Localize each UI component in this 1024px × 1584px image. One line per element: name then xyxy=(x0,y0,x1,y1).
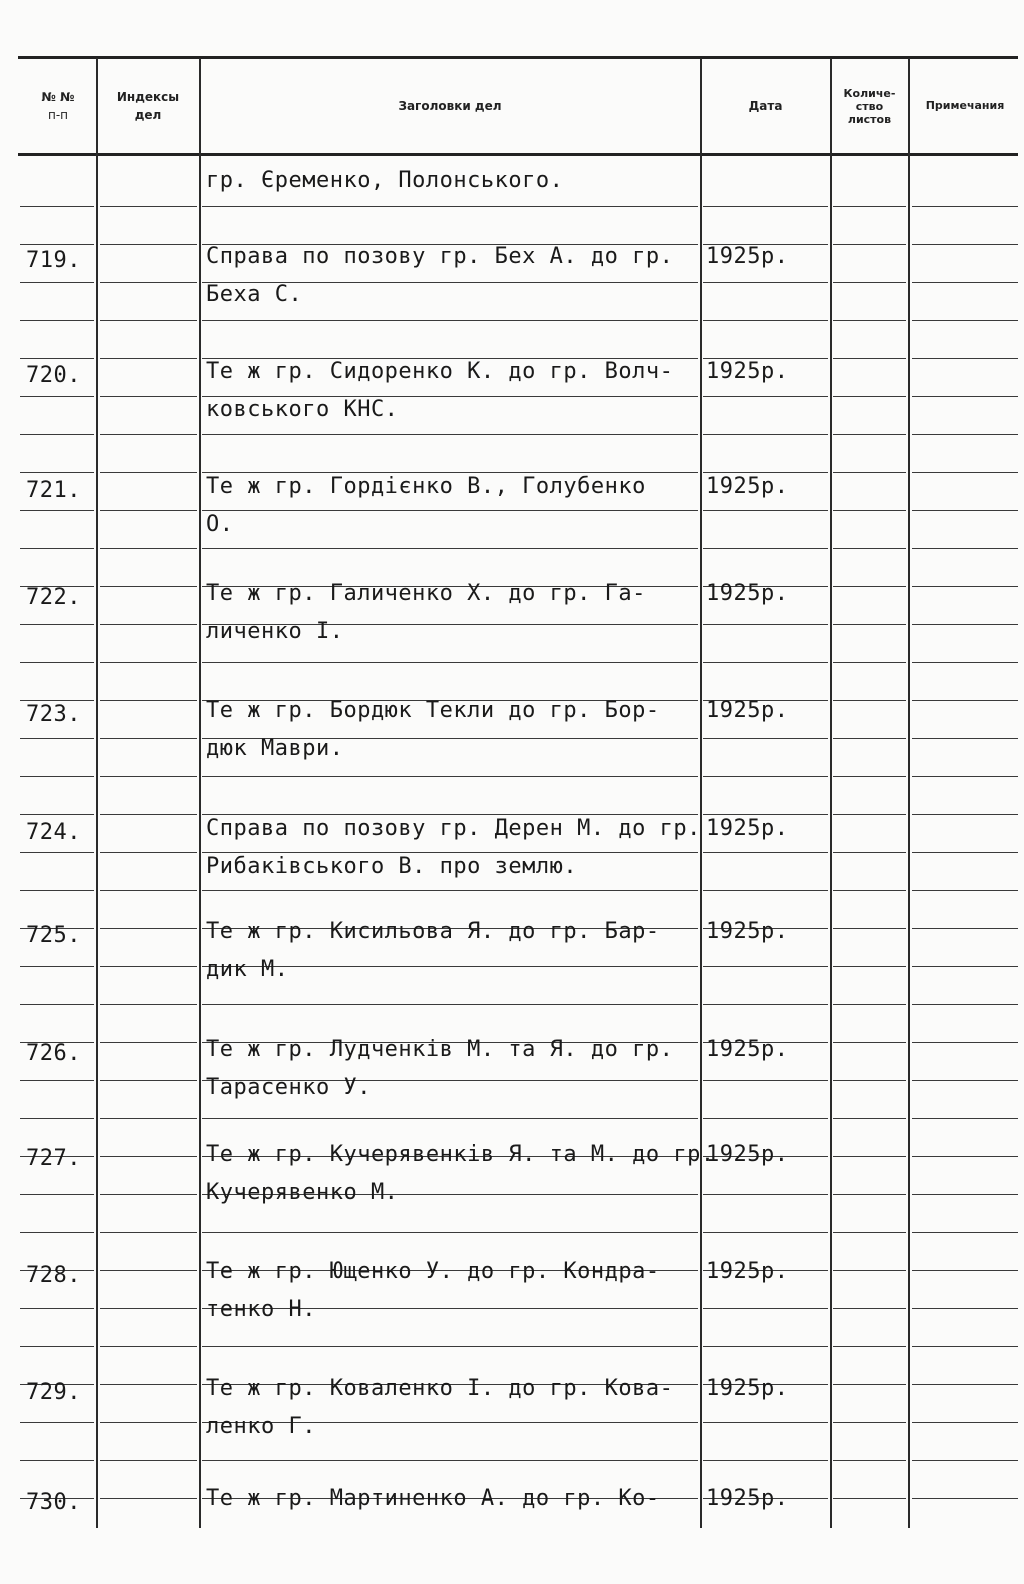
ruled-line xyxy=(100,206,197,207)
ruled-line xyxy=(833,1346,906,1347)
ruled-line xyxy=(100,1422,197,1423)
ruled-line xyxy=(703,662,828,663)
ruled-line xyxy=(20,396,94,397)
ruled-line xyxy=(703,966,828,967)
ruled-line xyxy=(20,1004,94,1005)
entry-date: 1925р. xyxy=(706,698,789,723)
header-index xyxy=(98,60,198,152)
entry-date: 1925р. xyxy=(706,1376,789,1401)
entry-title-line: ленко Г. xyxy=(206,1414,316,1439)
ruled-line xyxy=(202,776,698,777)
entry-date: 1925р. xyxy=(706,1142,789,1167)
ruled-line xyxy=(833,358,906,359)
ruled-line xyxy=(20,852,94,853)
header-number-label: № № xyxy=(41,90,75,104)
ruled-line xyxy=(703,396,828,397)
ruled-line xyxy=(100,1460,197,1461)
ruled-line xyxy=(202,1232,698,1233)
ruled-line xyxy=(833,510,906,511)
ruled-line xyxy=(100,624,197,625)
ruled-line xyxy=(20,434,94,435)
ruled-line xyxy=(833,852,906,853)
header-count-label: ство xyxy=(855,99,884,113)
ruled-line xyxy=(912,1384,1018,1385)
entry-title-line: Те ж гр. Сидоренко К. до гр. Волч- xyxy=(206,359,674,384)
entry-title-line: личенко І. xyxy=(206,619,344,644)
ruled-line xyxy=(703,1460,828,1461)
entry-date: 1925р. xyxy=(706,1037,789,1062)
ruled-line xyxy=(100,1118,197,1119)
entry-date: 1925р. xyxy=(706,1486,789,1511)
header-date-label: Дата xyxy=(748,99,783,113)
entry-date: 1925р. xyxy=(706,816,789,841)
entry-title-line: Те ж гр. Лудченків М. та Я. до гр. xyxy=(206,1037,674,1062)
ruled-line xyxy=(100,776,197,777)
ruled-line xyxy=(100,662,197,663)
ruled-line xyxy=(202,1118,698,1119)
ruled-line xyxy=(20,662,94,663)
ruled-line xyxy=(912,1422,1018,1423)
entry-number: 725. xyxy=(26,923,81,948)
ruled-line xyxy=(100,890,197,891)
ruled-line xyxy=(703,814,828,815)
ruled-line xyxy=(100,1346,197,1347)
ruled-line xyxy=(833,434,906,435)
column-divider xyxy=(830,58,832,1528)
ruled-line xyxy=(703,434,828,435)
ruled-line xyxy=(912,738,1018,739)
ruled-line xyxy=(703,510,828,511)
ruled-line xyxy=(912,776,1018,777)
ruled-line xyxy=(833,966,906,967)
ruled-line xyxy=(100,586,197,587)
ruled-line xyxy=(100,510,197,511)
ruled-line xyxy=(833,1118,906,1119)
ruled-line xyxy=(100,396,197,397)
column-divider xyxy=(908,58,910,1528)
ruled-line xyxy=(202,320,698,321)
ruled-line xyxy=(833,244,906,245)
ruled-line xyxy=(833,738,906,739)
ruled-line xyxy=(912,1460,1018,1461)
ruled-line xyxy=(833,1080,906,1081)
ruled-line xyxy=(20,358,94,359)
entry-date: 1925р. xyxy=(706,474,789,499)
ruled-line xyxy=(833,776,906,777)
ruled-line xyxy=(833,472,906,473)
ruled-line xyxy=(703,852,828,853)
ruled-line xyxy=(703,1346,828,1347)
ruled-line xyxy=(833,396,906,397)
column-divider xyxy=(96,58,98,1528)
entry-date: 1925р. xyxy=(706,581,789,606)
ruled-line xyxy=(912,966,1018,967)
header-sheet-count xyxy=(832,60,907,152)
entry-number: 722. xyxy=(26,585,81,610)
entry-title-line: Справа по позову гр. Бех А. до гр. xyxy=(206,244,674,269)
ruled-line xyxy=(912,358,1018,359)
column-divider xyxy=(700,58,702,1528)
ruled-line xyxy=(20,1232,94,1233)
ruled-line xyxy=(20,206,94,207)
ruled-line xyxy=(100,320,197,321)
ruled-line xyxy=(833,1270,906,1271)
ruled-line xyxy=(703,320,828,321)
entry-title-line: Беха С. xyxy=(206,282,303,307)
ruled-line xyxy=(912,1308,1018,1309)
header-notes-label: Примечания xyxy=(925,99,1005,112)
ruled-line xyxy=(912,814,1018,815)
ruled-line xyxy=(833,928,906,929)
entry-title-line: Те ж гр. Кучерявенків Я. та М. до гр. xyxy=(206,1142,715,1167)
ruled-line xyxy=(20,510,94,511)
ruled-line xyxy=(202,1346,698,1347)
ruled-line xyxy=(100,814,197,815)
ruled-line xyxy=(703,1194,828,1195)
ruled-line xyxy=(20,1308,94,1309)
ruled-line xyxy=(100,738,197,739)
ruled-line xyxy=(833,814,906,815)
ruled-line xyxy=(703,472,828,473)
entry-title-line: Те ж гр. Ющенко У. до гр. Кондра- xyxy=(206,1259,660,1284)
entry-title-line: тенко Н. xyxy=(206,1297,316,1322)
ruled-line xyxy=(912,1118,1018,1119)
ruled-line xyxy=(833,548,906,549)
ruled-line xyxy=(100,1308,197,1309)
ruled-line xyxy=(912,1232,1018,1233)
ruled-line xyxy=(912,320,1018,321)
ruled-line xyxy=(20,890,94,891)
ruled-line xyxy=(912,1042,1018,1043)
entry-title-line: Те ж гр. Галиченко Х. до гр. Га- xyxy=(206,581,646,606)
ruled-line xyxy=(100,1384,197,1385)
ruled-line xyxy=(912,1080,1018,1081)
ruled-line xyxy=(202,890,698,891)
ruled-line xyxy=(912,1270,1018,1271)
ruled-line xyxy=(20,1080,94,1081)
ruled-line xyxy=(912,396,1018,397)
ruled-line xyxy=(912,510,1018,511)
ruled-line xyxy=(100,852,197,853)
ruled-line xyxy=(912,1004,1018,1005)
ruled-line xyxy=(912,928,1018,929)
ruled-line xyxy=(703,206,828,207)
ruled-line xyxy=(100,1232,197,1233)
entry-title-line: Те ж гр. Кисильова Я. до гр. Бар- xyxy=(206,919,660,944)
ruled-line xyxy=(20,738,94,739)
ruled-line xyxy=(912,1156,1018,1157)
ruled-line xyxy=(912,662,1018,663)
ruled-line xyxy=(100,244,197,245)
ruled-line xyxy=(703,624,828,625)
ruled-line xyxy=(20,1118,94,1119)
ruled-line xyxy=(100,966,197,967)
ruled-line xyxy=(912,624,1018,625)
ruled-line xyxy=(833,700,906,701)
header-notes xyxy=(910,60,1020,152)
entry-title-line: Те ж гр. Коваленко І. до гр. Кова- xyxy=(206,1376,674,1401)
ruled-line xyxy=(912,472,1018,473)
ruled-line xyxy=(100,1042,197,1043)
ruled-line xyxy=(202,472,698,473)
ruled-line xyxy=(703,282,828,283)
ruled-line xyxy=(912,1194,1018,1195)
entry-date: 1925р. xyxy=(706,244,789,269)
ruled-line xyxy=(20,1346,94,1347)
ruled-line xyxy=(912,852,1018,853)
entry-number: 720. xyxy=(26,363,81,388)
ruled-line xyxy=(20,1422,94,1423)
entry-number: 727. xyxy=(26,1146,81,1171)
ruled-line xyxy=(202,206,698,207)
header-date xyxy=(702,60,829,152)
ruled-line xyxy=(703,548,828,549)
entry-number: 728. xyxy=(26,1263,81,1288)
ruled-line xyxy=(100,1080,197,1081)
ruled-line xyxy=(912,244,1018,245)
header-title-label: Заголовки дел xyxy=(398,99,502,113)
ruled-line xyxy=(833,1498,906,1499)
entry-title-line: Те ж гр. Бордюк Текли до гр. Бор- xyxy=(206,698,660,723)
ruled-line xyxy=(833,890,906,891)
ruled-line xyxy=(100,1156,197,1157)
ruled-line xyxy=(833,1422,906,1423)
ruled-line xyxy=(703,738,828,739)
entry-title-line: Тарасенко У. xyxy=(206,1075,371,1100)
entry-date: 1925р. xyxy=(706,1259,789,1284)
ruled-line xyxy=(703,1080,828,1081)
entry-title-line: Кучерявенко М. xyxy=(206,1180,399,1205)
ruled-line xyxy=(202,852,698,853)
ruled-line xyxy=(20,1194,94,1195)
ruled-line xyxy=(20,244,94,245)
header-bottom-rule xyxy=(18,153,1018,156)
ruled-line xyxy=(703,1004,828,1005)
entry-number: 730. xyxy=(26,1490,81,1515)
entry-title-line: дюк Маври. xyxy=(206,736,344,761)
ruled-line xyxy=(833,662,906,663)
ruled-line xyxy=(100,282,197,283)
entry-date: 1925р. xyxy=(706,919,789,944)
ruled-line xyxy=(833,624,906,625)
entry-number: 719. xyxy=(26,248,81,273)
ruled-line xyxy=(20,624,94,625)
entry-title-line: дик М. xyxy=(206,957,289,982)
header-number-sublabel: п-п xyxy=(47,108,69,122)
ruled-line xyxy=(912,1498,1018,1499)
ruled-line xyxy=(833,1004,906,1005)
ruled-line xyxy=(20,700,94,701)
ruled-line xyxy=(703,1118,828,1119)
ruled-line xyxy=(202,548,698,549)
ruled-line xyxy=(912,890,1018,891)
ruled-line xyxy=(100,548,197,549)
ruled-line xyxy=(20,776,94,777)
ruled-line xyxy=(703,1232,828,1233)
entry-title-line: Справа по позову гр. Дерен М. до гр. xyxy=(206,816,701,841)
entry-number: 726. xyxy=(26,1041,81,1066)
ruled-line xyxy=(100,434,197,435)
ruled-line xyxy=(100,1270,197,1271)
ruled-line xyxy=(20,282,94,283)
ruled-line xyxy=(202,814,698,815)
entry-title-line: Те ж гр. Гордієнко В., Голубенко xyxy=(206,474,646,499)
header-index-label: Индексы xyxy=(116,90,180,104)
ruled-line xyxy=(100,700,197,701)
ruled-line xyxy=(20,472,94,473)
ruled-line xyxy=(833,1194,906,1195)
ruled-line xyxy=(100,472,197,473)
header-index-sublabel: дел xyxy=(134,108,162,122)
ruled-line xyxy=(703,776,828,777)
entry-title-line: гр. Єременко, Полонського. xyxy=(206,168,564,193)
ruled-line xyxy=(833,206,906,207)
ruled-line xyxy=(912,700,1018,701)
entry-title-line: Рибаківського В. про землю. xyxy=(206,854,578,879)
ruled-line xyxy=(20,966,94,967)
entry-title-line: ковського КНС. xyxy=(206,397,399,422)
ruled-line xyxy=(202,1004,698,1005)
ruled-line xyxy=(912,586,1018,587)
ruled-line xyxy=(703,890,828,891)
ruled-line xyxy=(100,928,197,929)
ruled-line xyxy=(912,1346,1018,1347)
ruled-line xyxy=(833,282,906,283)
entry-number: 723. xyxy=(26,702,81,727)
ruled-line xyxy=(833,1232,906,1233)
ruled-line xyxy=(20,814,94,815)
ruled-line xyxy=(20,548,94,549)
entry-number: 721. xyxy=(26,478,81,503)
ruled-line xyxy=(833,586,906,587)
entry-number: 729. xyxy=(26,1380,81,1405)
ruled-line xyxy=(912,282,1018,283)
ruled-line xyxy=(100,1004,197,1005)
ruled-line xyxy=(833,1308,906,1309)
header-number xyxy=(20,60,96,152)
header-top-rule xyxy=(18,56,1018,59)
header-count-label: Количе- xyxy=(843,86,896,100)
entry-date: 1925р. xyxy=(706,359,789,384)
entry-title-line: О. xyxy=(206,512,234,537)
ruled-line xyxy=(20,320,94,321)
ruled-line xyxy=(912,206,1018,207)
ruled-line xyxy=(100,358,197,359)
ruled-line xyxy=(833,1042,906,1043)
ruled-line xyxy=(833,1156,906,1157)
ruled-line xyxy=(100,1194,197,1195)
entry-title-line: Те ж гр. Мартиненко А. до гр. Ко- xyxy=(206,1486,660,1511)
ruled-line xyxy=(20,1460,94,1461)
header-count-label: листов xyxy=(847,112,892,126)
ruled-line xyxy=(833,320,906,321)
entry-number: 724. xyxy=(26,820,81,845)
ruled-line xyxy=(100,1498,197,1499)
column-divider xyxy=(199,58,201,1528)
header-title xyxy=(201,60,699,152)
ruled-line xyxy=(202,434,698,435)
ruled-line xyxy=(703,1422,828,1423)
ruled-line xyxy=(202,1460,698,1461)
ruled-line xyxy=(912,548,1018,549)
ruled-line xyxy=(833,1384,906,1385)
ruled-line xyxy=(912,434,1018,435)
ruled-line xyxy=(202,662,698,663)
ruled-line xyxy=(202,510,698,511)
ruled-line xyxy=(833,1460,906,1461)
ruled-line xyxy=(703,1308,828,1309)
